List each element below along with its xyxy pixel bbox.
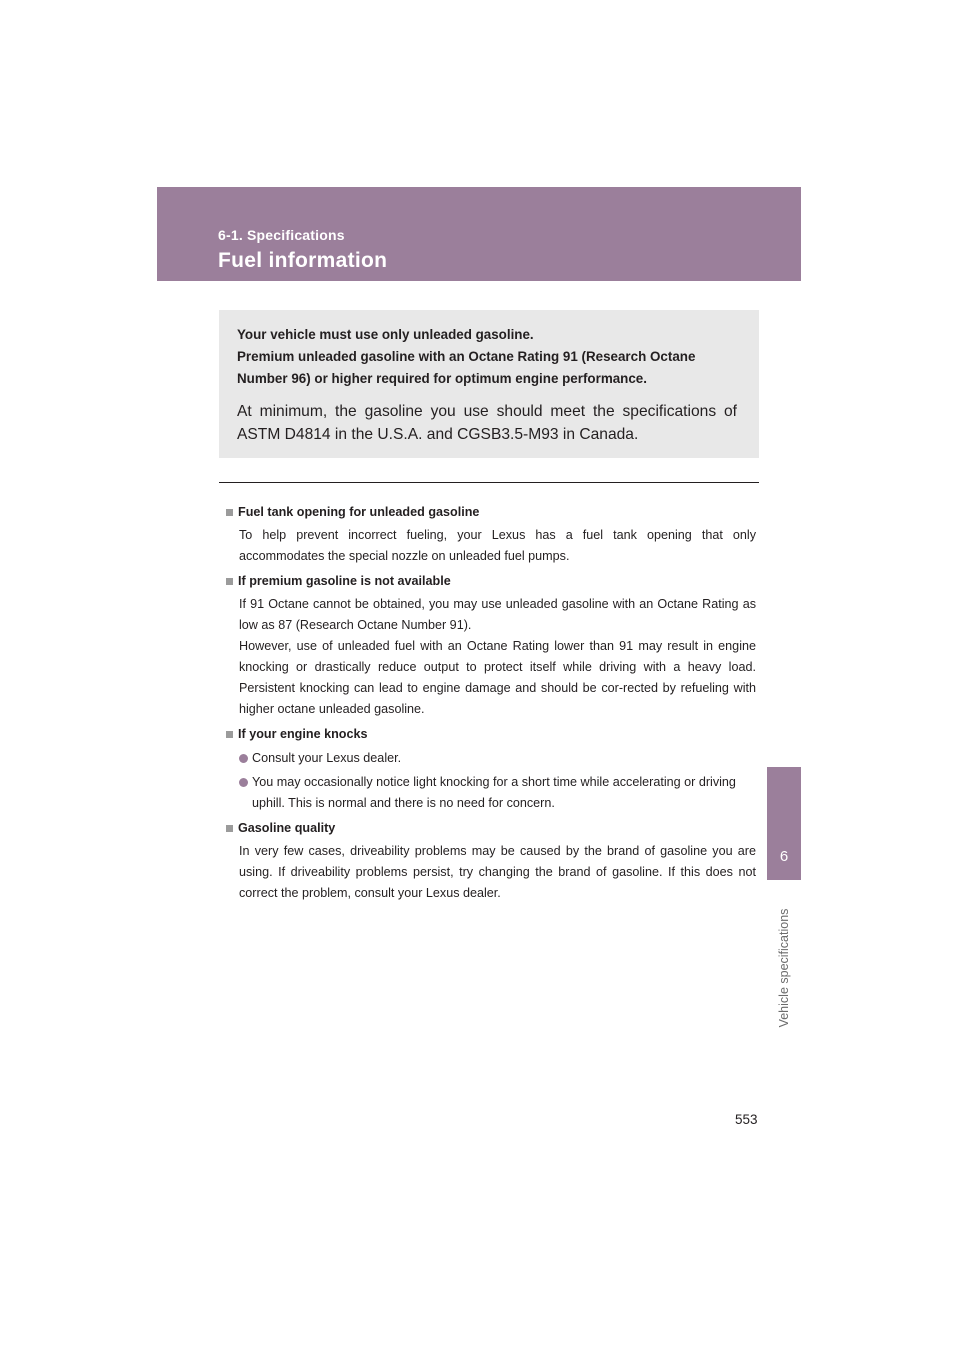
notice-line-1: Your vehicle must use only unleaded gasoline. [237, 327, 534, 342]
content-body [226, 499, 756, 904]
header-band [157, 187, 801, 281]
section-heading [226, 571, 756, 592]
section-paragraph: If 91 Octane cannot be obtained, you may use unleaded gasoline with an Octane Rating as low as 87 (Research Octane Number 91). [239, 597, 756, 632]
square-bullet-icon [226, 825, 233, 832]
notice-line-3: Number 96) or higher required for optimum engine performance. [237, 371, 647, 386]
section-paragraph: However, use of unleaded fuel with an Octane Rating lower than 91 may result in engine knocking or drastically reduce output to protect itself while driving with a heavy load. Persistent knocking can lead to engine damage and should be cor-rected by refueling with higher octane unleaded gasoline. [239, 639, 756, 716]
section-paragraph: In very few cases, driveability problems may be caused by the brand of gasoline you are using. If driveability problems persist, try changing the brand of gasoline. If this does not correct the problem, consult your Lexus dealer. [239, 844, 756, 900]
list-item-text: Consult your Lexus dealer. [252, 751, 402, 765]
notice-paragraph: At minimum, the gasoline you use should meet the specifications of ASTM D4814 in the U.S.A. and CGSB3.5-M93 in Canada. [237, 403, 737, 443]
square-bullet-icon [226, 578, 233, 585]
heading-text: If your engine knocks [238, 727, 368, 741]
section-heading [226, 724, 756, 745]
section-label: 6-1. Specifications [218, 227, 345, 243]
square-bullet-icon [226, 509, 233, 516]
heading-text: Fuel tank opening for unleaded gasoline [238, 505, 480, 519]
heading-text: Gasoline quality [238, 821, 336, 835]
list-item-text: You may occasionally notice light knocking for a short time while accelerating or driving uphill. This is normal and there is no need for concern. [252, 775, 736, 810]
section-heading [226, 818, 756, 839]
notice-line-2: Premium unleaded gasoline with an Octane Rating 91 (Research Octane [237, 349, 696, 364]
page-number: 553 [735, 1112, 758, 1127]
chapter-label-area [767, 880, 801, 1057]
list-item [226, 748, 756, 769]
chapter-label: Vehicle specifications [777, 908, 791, 1028]
section-paragraph: To help prevent incorrect fueling, your Lexus has a fuel tank opening that only accommodates the special nozzle on unleaded fuel pumps. [239, 528, 756, 563]
notice-box [219, 310, 759, 458]
list-item [226, 772, 756, 814]
square-bullet-icon [226, 731, 233, 738]
heading-text: If premium gasoline is not available [238, 574, 451, 588]
circle-bullet-icon [239, 778, 248, 787]
circle-bullet-icon [239, 754, 248, 763]
page-title: Fuel information [218, 249, 388, 272]
divider-rule [219, 482, 759, 483]
section-heading [226, 502, 756, 523]
chapter-side-tab [767, 767, 801, 1057]
chapter-number: 6 [767, 767, 801, 880]
